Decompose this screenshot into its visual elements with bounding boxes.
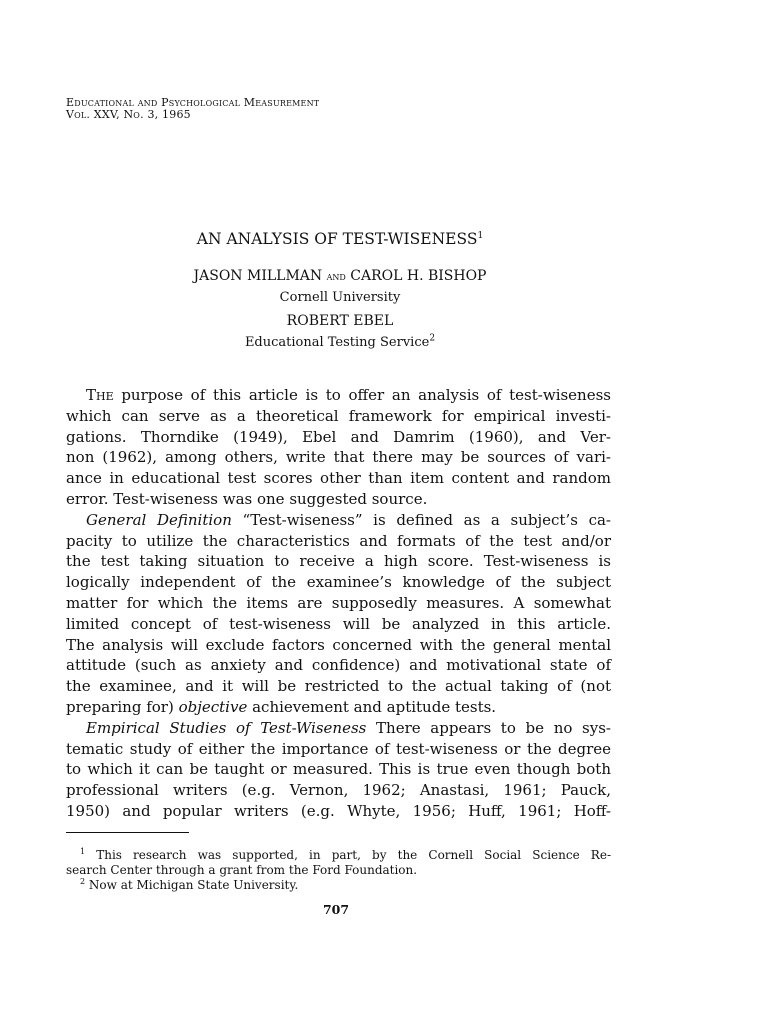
body-line xyxy=(66,697,611,718)
affiliation-ets-text: Educational Testing Service xyxy=(244,335,430,350)
footnote-1-mark: 1 xyxy=(80,847,86,856)
author-line xyxy=(0,268,680,284)
journal-volume: Vol. XXV, No. 3, 1965 xyxy=(66,108,191,121)
footnote-rule xyxy=(66,832,189,833)
emphasis-objective: objective xyxy=(178,697,248,716)
body-line: matter for which the items are supposedly measures. A somewhat xyxy=(66,593,611,612)
body-line: limited concept of test-wiseness will be analyzed in this article. xyxy=(66,614,611,633)
page-number: 707 xyxy=(322,902,350,917)
body-line xyxy=(66,718,611,739)
footnote-text: Now at Michigan State University. xyxy=(85,878,299,892)
body-line: 1950) and popular writers (e.g. Whyte, 1956; Huff, 1961; Hoff- xyxy=(66,801,611,820)
title-text: AN ANALYSIS OF TEST-WISENESS xyxy=(196,230,478,248)
body-line: the examinee, and it will be restricted to the actual taking of (not xyxy=(66,677,611,696)
body-line: error. Test-wiseness was one suggested source. xyxy=(66,489,428,508)
journal-header xyxy=(66,97,319,121)
article-title xyxy=(0,230,680,248)
affiliation-cornell: Cornell University xyxy=(279,290,401,305)
body-line: attitude (such as anxiety and confidence) and motivational state of xyxy=(66,656,611,675)
footnote-1 xyxy=(66,848,611,863)
footnote-1-continued: search Center through a grant from the Ford Foundation. xyxy=(66,863,418,877)
author-millman: JASON MILLMAN xyxy=(193,268,323,284)
author-ebel: ROBERT EBEL xyxy=(286,313,394,329)
footnote-2 xyxy=(66,878,611,893)
author-conjunction: and xyxy=(326,269,346,283)
body-line: which can serve as a theoretical framework for empirical investi- xyxy=(66,406,611,425)
body-line: the test taking situation to receive a high score. Test-wiseness is xyxy=(66,552,611,571)
article-body xyxy=(66,385,611,822)
body-line: pacity to utilize the characteristics and formats of the test and/or xyxy=(66,531,611,550)
affiliation-footnote-mark: 2 xyxy=(429,333,436,344)
body-line: gations. Thorndike (1949), Ebel and Damrim (1960), and Ver- xyxy=(66,427,611,446)
body-line: professional writers (e.g. Vernon, 1962; Anastasi, 1961; Pauck, xyxy=(66,781,611,800)
author-bishop: CAROL H. BISHOP xyxy=(350,268,487,284)
body-line: ance in educational test scores other than item content and random xyxy=(66,469,611,488)
body-line: tematic study of either the importance of test-wiseness or the degree xyxy=(66,739,611,758)
journal-name: Educational and Psychological Measurement xyxy=(66,96,320,109)
body-line: logically independent of the examinee’s knowledge of the subject xyxy=(66,573,611,592)
body-line: The analysis will exclude factors concerned with the general mental xyxy=(66,635,611,654)
section-heading-general-definition: General Definition xyxy=(86,510,232,529)
body-text: purpose of this article is to offer an analysis of test-wiseness xyxy=(113,386,611,404)
body-line: non (1962), among others, write that there may be sources of vari- xyxy=(66,448,611,467)
lead-word: The xyxy=(86,386,114,404)
body-line: to which it can be taught or measured. This is true even though both xyxy=(66,760,611,779)
body-text: There appears to be no sys- xyxy=(366,718,611,737)
affiliation-ets xyxy=(0,335,680,350)
body-text: achievement and aptitude tests. xyxy=(247,697,497,716)
body-text: preparing for) xyxy=(66,697,179,716)
footnote-2-mark: 2 xyxy=(80,877,86,886)
section-heading-empirical-studies: Empirical Studies of Test-Wiseness xyxy=(86,718,367,737)
body-line xyxy=(66,385,611,406)
body-text: “Test-wiseness” is defined as a subject’s ca- xyxy=(231,510,611,529)
title-footnote-mark: 1 xyxy=(477,230,484,241)
footnotes xyxy=(66,848,611,893)
footnote-text: This research was supported, in part, by the Cornell Social Science Re- xyxy=(85,848,611,862)
body-line xyxy=(66,510,611,531)
